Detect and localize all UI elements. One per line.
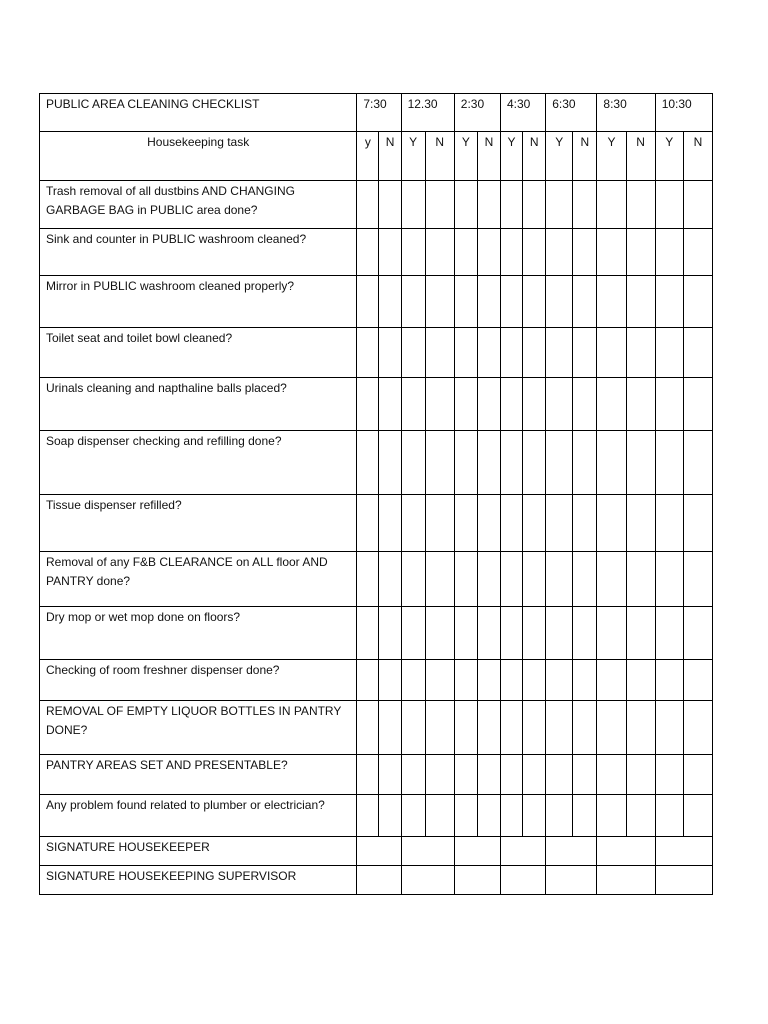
no-checkbox-cell[interactable] <box>523 552 546 607</box>
task-label: Dry mop or wet mop done on floors? <box>40 607 357 660</box>
task-row <box>40 181 713 229</box>
no-checkbox-cell[interactable] <box>379 755 401 795</box>
no-checkbox-cell[interactable] <box>573 495 597 552</box>
no-checkbox-cell[interactable] <box>425 701 454 755</box>
signature-field[interactable] <box>655 837 712 866</box>
yes-checkbox-cell[interactable] <box>546 229 573 276</box>
task-row <box>40 701 713 755</box>
yn-label: Y <box>597 132 626 181</box>
no-checkbox-cell[interactable] <box>523 229 546 276</box>
no-checkbox-cell[interactable] <box>425 229 454 276</box>
no-checkbox-cell[interactable] <box>683 607 712 660</box>
task-label: Toilet seat and toilet bowl cleaned? <box>40 328 357 378</box>
yes-checkbox-cell[interactable] <box>401 607 425 660</box>
yes-checkbox-cell[interactable] <box>501 495 523 552</box>
yes-checkbox-cell[interactable] <box>597 495 626 552</box>
no-checkbox-cell[interactable] <box>573 229 597 276</box>
yes-checkbox-cell[interactable] <box>546 378 573 431</box>
yes-checkbox-cell[interactable] <box>546 431 573 495</box>
no-checkbox-cell[interactable] <box>683 552 712 607</box>
no-checkbox-cell[interactable] <box>477 660 500 701</box>
no-checkbox-cell[interactable] <box>626 607 655 660</box>
yes-checkbox-cell[interactable] <box>655 795 683 837</box>
time-slot-header: 4:30 <box>501 94 546 132</box>
no-checkbox-cell[interactable] <box>379 660 401 701</box>
yes-checkbox-cell[interactable] <box>401 181 425 229</box>
yes-checkbox-cell[interactable] <box>454 607 477 660</box>
yes-checkbox-cell[interactable] <box>546 701 573 755</box>
task-label: Trash removal of all dustbins AND CHANGING GARBAGE BAG in PUBLIC area done? <box>40 181 357 229</box>
yes-checkbox-cell[interactable] <box>454 495 477 552</box>
yes-checkbox-cell[interactable] <box>401 552 425 607</box>
yes-checkbox-cell[interactable] <box>655 276 683 328</box>
yn-label: N <box>425 132 454 181</box>
no-checkbox-cell[interactable] <box>477 181 500 229</box>
yes-checkbox-cell[interactable] <box>454 378 477 431</box>
task-row <box>40 495 713 552</box>
yes-checkbox-cell[interactable] <box>501 328 523 378</box>
yes-checkbox-cell[interactable] <box>401 495 425 552</box>
no-checkbox-cell[interactable] <box>523 181 546 229</box>
yes-checkbox-cell[interactable] <box>546 181 573 229</box>
task-row <box>40 755 713 795</box>
task-row <box>40 431 713 495</box>
no-checkbox-cell[interactable] <box>626 378 655 431</box>
yes-checkbox-cell[interactable] <box>401 701 425 755</box>
task-label: Any problem found related to plumber or electrician? <box>40 795 357 837</box>
no-checkbox-cell[interactable] <box>379 795 401 837</box>
task-label: Mirror in PUBLIC washroom cleaned properly? <box>40 276 357 328</box>
no-checkbox-cell[interactable] <box>683 795 712 837</box>
no-checkbox-cell[interactable] <box>573 552 597 607</box>
no-checkbox-cell[interactable] <box>477 701 500 755</box>
no-checkbox-cell[interactable] <box>477 755 500 795</box>
yes-checkbox-cell[interactable] <box>357 607 379 660</box>
yes-checkbox-cell[interactable] <box>357 795 379 837</box>
yes-checkbox-cell[interactable] <box>454 701 477 755</box>
task-label: Soap dispenser checking and refilling done? <box>40 431 357 495</box>
yes-checkbox-cell[interactable] <box>655 181 683 229</box>
signature-row <box>40 837 713 866</box>
no-checkbox-cell[interactable] <box>523 795 546 837</box>
no-checkbox-cell[interactable] <box>379 229 401 276</box>
yes-checkbox-cell[interactable] <box>357 755 379 795</box>
yes-checkbox-cell[interactable] <box>655 431 683 495</box>
yes-checkbox-cell[interactable] <box>501 276 523 328</box>
yn-label: N <box>477 132 500 181</box>
signature-field[interactable] <box>597 837 655 866</box>
yes-checkbox-cell[interactable] <box>357 229 379 276</box>
no-checkbox-cell[interactable] <box>379 431 401 495</box>
yes-checkbox-cell[interactable] <box>501 229 523 276</box>
no-checkbox-cell[interactable] <box>683 378 712 431</box>
yes-checkbox-cell[interactable] <box>597 328 626 378</box>
yes-checkbox-cell[interactable] <box>655 660 683 701</box>
no-checkbox-cell[interactable] <box>683 328 712 378</box>
no-checkbox-cell[interactable] <box>523 276 546 328</box>
checklist-body <box>40 94 713 895</box>
task-row <box>40 552 713 607</box>
yes-checkbox-cell[interactable] <box>454 229 477 276</box>
task-row <box>40 607 713 660</box>
yes-checkbox-cell[interactable] <box>655 229 683 276</box>
yes-checkbox-cell[interactable] <box>401 378 425 431</box>
no-checkbox-cell[interactable] <box>683 181 712 229</box>
signature-field[interactable] <box>655 866 712 895</box>
yes-checkbox-cell[interactable] <box>401 229 425 276</box>
yes-checkbox-cell[interactable] <box>597 276 626 328</box>
signature-field[interactable] <box>357 837 401 866</box>
no-checkbox-cell[interactable] <box>425 552 454 607</box>
yes-checkbox-cell[interactable] <box>546 276 573 328</box>
no-checkbox-cell[interactable] <box>683 495 712 552</box>
yes-checkbox-cell[interactable] <box>655 755 683 795</box>
no-checkbox-cell[interactable] <box>379 328 401 378</box>
yes-checkbox-cell[interactable] <box>401 276 425 328</box>
no-checkbox-cell[interactable] <box>477 607 500 660</box>
no-checkbox-cell[interactable] <box>573 328 597 378</box>
no-checkbox-cell[interactable] <box>379 378 401 431</box>
no-checkbox-cell[interactable] <box>523 431 546 495</box>
no-checkbox-cell[interactable] <box>477 552 500 607</box>
yes-checkbox-cell[interactable] <box>501 378 523 431</box>
cleaning-checklist-table <box>39 93 713 895</box>
time-slot-header: 2:30 <box>454 94 500 132</box>
yes-checkbox-cell[interactable] <box>401 328 425 378</box>
yes-checkbox-cell[interactable] <box>357 276 379 328</box>
no-checkbox-cell[interactable] <box>683 229 712 276</box>
no-checkbox-cell[interactable] <box>523 607 546 660</box>
task-label: Tissue dispenser refilled? <box>40 495 357 552</box>
yes-checkbox-cell[interactable] <box>501 755 523 795</box>
yes-checkbox-cell[interactable] <box>597 229 626 276</box>
no-checkbox-cell[interactable] <box>683 276 712 328</box>
signature-row <box>40 866 713 895</box>
yes-checkbox-cell[interactable] <box>401 795 425 837</box>
yes-checkbox-cell[interactable] <box>401 660 425 701</box>
no-checkbox-cell[interactable] <box>573 755 597 795</box>
task-row <box>40 378 713 431</box>
no-checkbox-cell[interactable] <box>379 552 401 607</box>
no-checkbox-cell[interactable] <box>379 276 401 328</box>
yes-checkbox-cell[interactable] <box>655 378 683 431</box>
task-label: REMOVAL OF EMPTY LIQUOR BOTTLES IN PANTRY DONE? <box>40 701 357 755</box>
signature-field[interactable] <box>501 866 546 895</box>
no-checkbox-cell[interactable] <box>523 660 546 701</box>
task-label: Checking of room freshner dispenser done? <box>40 660 357 701</box>
yes-checkbox-cell[interactable] <box>546 495 573 552</box>
no-checkbox-cell[interactable] <box>626 431 655 495</box>
yes-checkbox-cell[interactable] <box>597 552 626 607</box>
signature-field[interactable] <box>401 866 454 895</box>
yes-checkbox-cell[interactable] <box>597 181 626 229</box>
yes-checkbox-cell[interactable] <box>501 552 523 607</box>
task-row <box>40 276 713 328</box>
task-label: Urinals cleaning and napthaline balls placed? <box>40 378 357 431</box>
no-checkbox-cell[interactable] <box>573 660 597 701</box>
no-checkbox-cell[interactable] <box>573 276 597 328</box>
yn-header-row <box>40 132 713 181</box>
yes-checkbox-cell[interactable] <box>501 701 523 755</box>
yes-checkbox-cell[interactable] <box>454 660 477 701</box>
task-label: PANTRY AREAS SET AND PRESENTABLE? <box>40 755 357 795</box>
no-checkbox-cell[interactable] <box>477 431 500 495</box>
no-checkbox-cell[interactable] <box>425 276 454 328</box>
yes-checkbox-cell[interactable] <box>501 795 523 837</box>
yes-checkbox-cell[interactable] <box>454 552 477 607</box>
no-checkbox-cell[interactable] <box>425 660 454 701</box>
no-checkbox-cell[interactable] <box>626 276 655 328</box>
yes-checkbox-cell[interactable] <box>357 660 379 701</box>
no-checkbox-cell[interactable] <box>626 229 655 276</box>
signature-field[interactable] <box>597 866 655 895</box>
yes-checkbox-cell[interactable] <box>597 607 626 660</box>
yes-checkbox-cell[interactable] <box>357 328 379 378</box>
yes-checkbox-cell[interactable] <box>357 431 379 495</box>
no-checkbox-cell[interactable] <box>477 495 500 552</box>
yn-label: N <box>379 132 401 181</box>
yes-checkbox-cell[interactable] <box>454 431 477 495</box>
no-checkbox-cell[interactable] <box>626 181 655 229</box>
no-checkbox-cell[interactable] <box>379 701 401 755</box>
no-checkbox-cell[interactable] <box>523 701 546 755</box>
yes-checkbox-cell[interactable] <box>454 328 477 378</box>
yn-label: Y <box>454 132 477 181</box>
title-row <box>40 94 713 132</box>
time-slot-header: 7:30 <box>357 94 401 132</box>
yes-checkbox-cell[interactable] <box>546 552 573 607</box>
yes-checkbox-cell[interactable] <box>501 660 523 701</box>
no-checkbox-cell[interactable] <box>425 328 454 378</box>
no-checkbox-cell[interactable] <box>477 276 500 328</box>
yes-checkbox-cell[interactable] <box>454 181 477 229</box>
signature-field[interactable] <box>454 866 500 895</box>
time-slot-header: 10:30 <box>655 94 712 132</box>
housekeeping-task-header: Housekeeping task <box>40 132 357 181</box>
no-checkbox-cell[interactable] <box>626 701 655 755</box>
no-checkbox-cell[interactable] <box>683 431 712 495</box>
yn-label: N <box>683 132 712 181</box>
yes-checkbox-cell[interactable] <box>546 328 573 378</box>
yn-label: Y <box>546 132 573 181</box>
no-checkbox-cell[interactable] <box>477 795 500 837</box>
yes-checkbox-cell[interactable] <box>546 660 573 701</box>
no-checkbox-cell[interactable] <box>626 660 655 701</box>
no-checkbox-cell[interactable] <box>626 755 655 795</box>
no-checkbox-cell[interactable] <box>379 495 401 552</box>
signature-field[interactable] <box>546 837 597 866</box>
yes-checkbox-cell[interactable] <box>357 495 379 552</box>
no-checkbox-cell[interactable] <box>523 328 546 378</box>
no-checkbox-cell[interactable] <box>477 328 500 378</box>
yes-checkbox-cell[interactable] <box>357 181 379 229</box>
yn-label: N <box>523 132 546 181</box>
signature-field[interactable] <box>546 866 597 895</box>
yes-checkbox-cell[interactable] <box>501 607 523 660</box>
no-checkbox-cell[interactable] <box>626 328 655 378</box>
task-label: Removal of any F&B CLEARANCE on ALL floor AND PANTRY done? <box>40 552 357 607</box>
yes-checkbox-cell[interactable] <box>655 552 683 607</box>
no-checkbox-cell[interactable] <box>425 181 454 229</box>
yes-checkbox-cell[interactable] <box>597 755 626 795</box>
yn-label: Y <box>655 132 683 181</box>
no-checkbox-cell[interactable] <box>573 607 597 660</box>
no-checkbox-cell[interactable] <box>573 181 597 229</box>
yes-checkbox-cell[interactable] <box>655 701 683 755</box>
time-slot-header: 12.30 <box>401 94 454 132</box>
signature-field[interactable] <box>357 866 401 895</box>
no-checkbox-cell[interactable] <box>477 378 500 431</box>
no-checkbox-cell[interactable] <box>573 378 597 431</box>
yes-checkbox-cell[interactable] <box>597 795 626 837</box>
signature-field[interactable] <box>501 837 546 866</box>
yes-checkbox-cell[interactable] <box>357 552 379 607</box>
yes-checkbox-cell[interactable] <box>655 495 683 552</box>
no-checkbox-cell[interactable] <box>683 660 712 701</box>
yes-checkbox-cell[interactable] <box>401 431 425 495</box>
yes-checkbox-cell[interactable] <box>655 607 683 660</box>
yes-checkbox-cell[interactable] <box>501 181 523 229</box>
yn-label: y <box>357 132 379 181</box>
task-label: Sink and counter in PUBLIC washroom cleaned? <box>40 229 357 276</box>
time-slot-header: 6:30 <box>546 94 597 132</box>
no-checkbox-cell[interactable] <box>626 795 655 837</box>
yes-checkbox-cell[interactable] <box>597 378 626 431</box>
yes-checkbox-cell[interactable] <box>401 755 425 795</box>
no-checkbox-cell[interactable] <box>573 701 597 755</box>
task-row <box>40 328 713 378</box>
no-checkbox-cell[interactable] <box>425 495 454 552</box>
yes-checkbox-cell[interactable] <box>597 701 626 755</box>
yes-checkbox-cell[interactable] <box>546 755 573 795</box>
yn-label: Y <box>501 132 523 181</box>
yes-checkbox-cell[interactable] <box>501 431 523 495</box>
yes-checkbox-cell[interactable] <box>546 607 573 660</box>
no-checkbox-cell[interactable] <box>477 229 500 276</box>
no-checkbox-cell[interactable] <box>425 607 454 660</box>
no-checkbox-cell[interactable] <box>379 607 401 660</box>
task-row <box>40 660 713 701</box>
yes-checkbox-cell[interactable] <box>597 660 626 701</box>
task-row <box>40 795 713 837</box>
no-checkbox-cell[interactable] <box>523 495 546 552</box>
no-checkbox-cell[interactable] <box>523 378 546 431</box>
no-checkbox-cell[interactable] <box>425 431 454 495</box>
no-checkbox-cell[interactable] <box>626 552 655 607</box>
yes-checkbox-cell[interactable] <box>454 276 477 328</box>
no-checkbox-cell[interactable] <box>683 755 712 795</box>
yes-checkbox-cell[interactable] <box>454 755 477 795</box>
checklist-title: PUBLIC AREA CLEANING CHECKLIST <box>40 94 357 132</box>
no-checkbox-cell[interactable] <box>425 755 454 795</box>
yn-label: Y <box>401 132 425 181</box>
yn-label: N <box>573 132 597 181</box>
no-checkbox-cell[interactable] <box>379 181 401 229</box>
yes-checkbox-cell[interactable] <box>546 795 573 837</box>
yes-checkbox-cell[interactable] <box>357 701 379 755</box>
signature-label: SIGNATURE HOUSEKEEPER <box>40 837 357 866</box>
signature-field[interactable] <box>454 837 500 866</box>
yes-checkbox-cell[interactable] <box>597 431 626 495</box>
task-row <box>40 229 713 276</box>
no-checkbox-cell[interactable] <box>523 755 546 795</box>
signature-label: SIGNATURE HOUSEKEEPING SUPERVISOR <box>40 866 357 895</box>
time-slot-header: 8:30 <box>597 94 655 132</box>
yes-checkbox-cell[interactable] <box>454 795 477 837</box>
no-checkbox-cell[interactable] <box>626 495 655 552</box>
yes-checkbox-cell[interactable] <box>655 328 683 378</box>
no-checkbox-cell[interactable] <box>573 795 597 837</box>
no-checkbox-cell[interactable] <box>573 431 597 495</box>
yn-label: N <box>626 132 655 181</box>
no-checkbox-cell[interactable] <box>683 701 712 755</box>
no-checkbox-cell[interactable] <box>425 378 454 431</box>
signature-field[interactable] <box>401 837 454 866</box>
no-checkbox-cell[interactable] <box>425 795 454 837</box>
yes-checkbox-cell[interactable] <box>357 378 379 431</box>
